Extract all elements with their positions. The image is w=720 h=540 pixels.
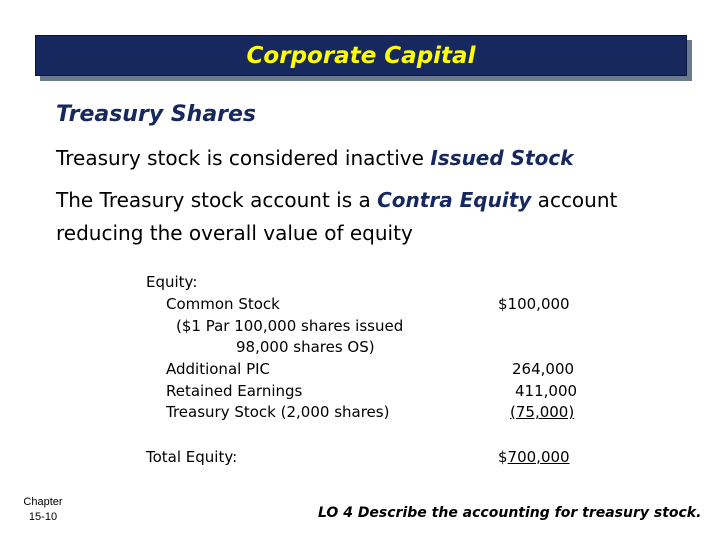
learning-objective: LO 4 Describe the accounting for treasury stock.: [318, 505, 702, 521]
total-equity-label: Total Equity:: [146, 448, 238, 466]
bullet-line-3: reducing the overall value of equity: [56, 221, 413, 245]
equity-row-label-shares-os: 98,000 shares OS): [236, 338, 375, 356]
equity-row-amount-additional-pic: 264,000: [512, 360, 575, 378]
slide-heading: Treasury Shares: [56, 102, 257, 127]
equity-row-amount-retained-earnings: 411,000: [515, 382, 578, 400]
equity-header: Equity:: [146, 273, 198, 291]
total-equity-currency: $: [498, 448, 508, 466]
equity-row-amount-treasury-stock: (75,000): [510, 403, 575, 421]
equity-row-label-common-stock: Common Stock: [166, 295, 280, 313]
chapter-line-2: 15-10: [28, 511, 58, 523]
chapter-label: [18, 495, 68, 525]
bullet-line-2: [56, 188, 617, 212]
chapter-line-1: Chapter: [23, 496, 63, 508]
bullet-line-1: [56, 146, 574, 170]
line-1-text: Treasury stock is considered inactive: [56, 146, 431, 170]
equity-row-label-par-note: ($1 Par 100,000 shares issued: [176, 317, 404, 335]
line-2-emphasis: Contra Equity: [377, 188, 532, 212]
total-equity-value: 700,000: [507, 448, 570, 466]
equity-row-label-additional-pic: Additional PIC: [166, 360, 271, 378]
line-2-suffix: account: [531, 188, 618, 212]
title-bar: [35, 35, 687, 76]
line-2-text: The Treasury stock account is a: [56, 188, 378, 212]
total-equity-amount: [498, 448, 570, 466]
equity-row-label-treasury-stock: Treasury Stock (2,000 shares): [166, 403, 390, 421]
equity-row-label-retained-earnings: Retained Earnings: [166, 382, 303, 400]
slide-title: Corporate Capital: [246, 42, 476, 69]
line-1-emphasis: Issued Stock: [430, 146, 574, 170]
equity-row-amount-common-stock: $100,000: [498, 295, 570, 313]
